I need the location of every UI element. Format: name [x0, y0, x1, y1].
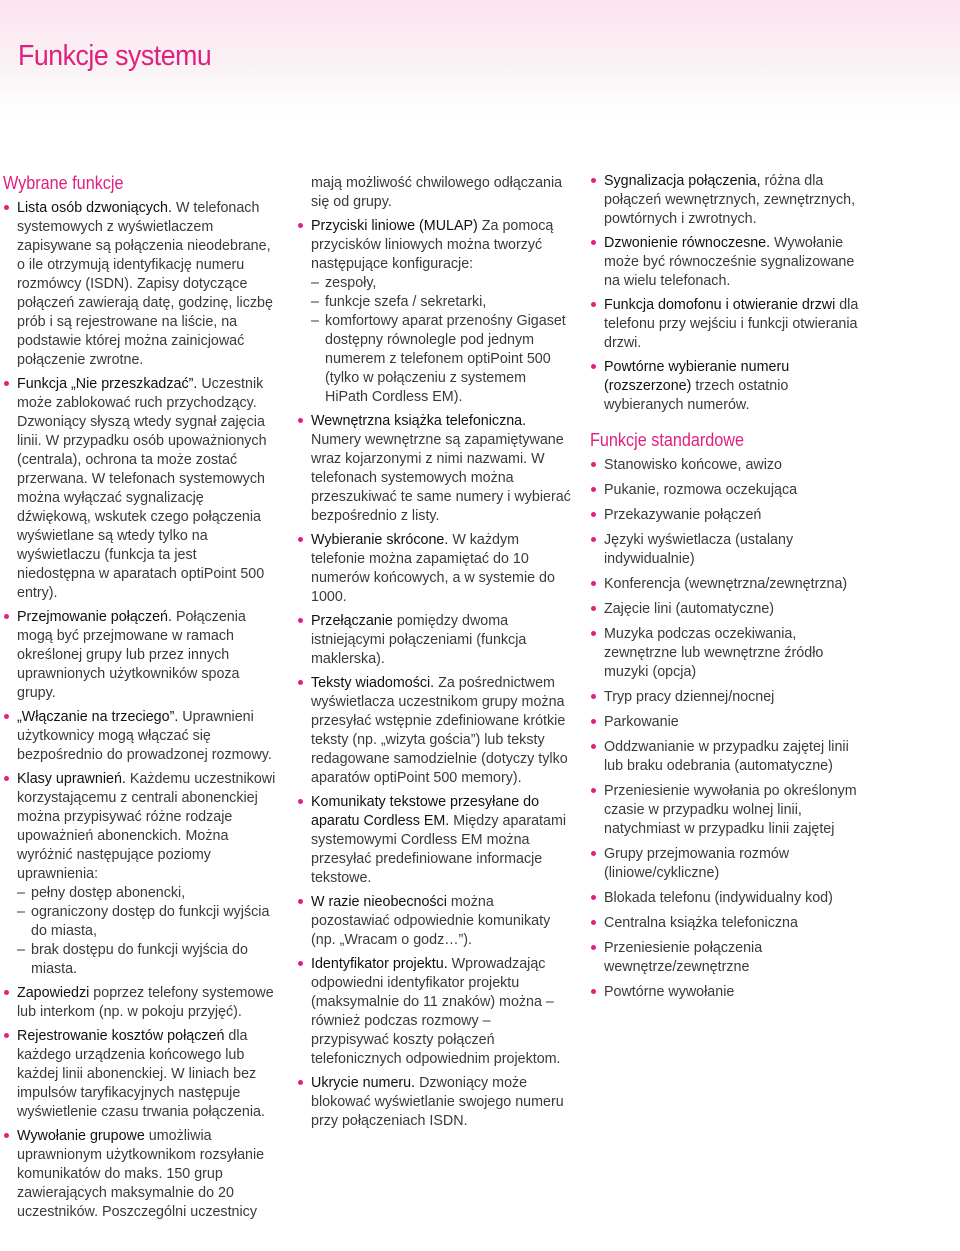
feature-term: Ukrycie numeru.	[311, 1075, 416, 1091]
standard-feature-label: Powtórne wywołanie	[604, 984, 735, 1000]
bullet-icon	[4, 1133, 9, 1138]
list-item	[3, 375, 278, 603]
list-item	[590, 172, 864, 229]
standard-feature-label: Muzyka podczas oczekiwania, zewnętrzne lub wewnętrzne źródło muzyki (opcja)	[604, 626, 824, 680]
standard-feature-label: Konferencja (wewnętrzna/zewnętrzna)	[604, 576, 848, 592]
column-middle	[297, 174, 571, 1136]
feature-desc: umożliwia uprawnionym użytkownikom rozsyłanie komunikatów do maks. 150 grup zawierających maksymalnie do 20 uczestników. Poszczególni uczestnicy	[17, 1128, 265, 1220]
feature-term: W razie nieobecności	[311, 894, 447, 910]
standard-feature-label: Języki wyświetlacza (ustalany indywidualnie)	[604, 532, 794, 567]
list-item	[590, 234, 864, 291]
list-item	[590, 688, 864, 707]
list-item	[590, 481, 864, 500]
bullet-icon	[591, 302, 596, 307]
bullet-icon	[298, 418, 303, 423]
feature-term: Klasy uprawnień.	[17, 771, 126, 787]
feature-desc: trzech ostatnio wybieranych numerów.	[604, 378, 789, 413]
bullet-icon	[591, 945, 596, 950]
sub-list	[17, 884, 278, 979]
feature-desc: Wywołanie może być równocześnie sygnalizowane na wielu telefonach.	[604, 235, 855, 289]
standard-feature-label: Przeniesienie połączenia wewnętrze/zewnętrzne	[604, 940, 763, 975]
standard-feature-label: Oddzwanianie w przypadku zajętej linii lub braku odebrania (automatyczne)	[604, 739, 849, 774]
feature-list-middle	[297, 174, 571, 1131]
standard-feature-label: Centralna książka telefoniczna	[604, 915, 798, 931]
feature-desc: Połączenia mogą być przejmowane w ramach określonej grupy lub przez innych uprawnionych użytkowników spoza grupy.	[17, 609, 246, 701]
list-item	[297, 793, 571, 888]
bullet-icon	[591, 920, 596, 925]
bullet-icon	[4, 990, 9, 995]
bullet-icon	[298, 680, 303, 685]
sub-list-item: – brak dostępu do funkcji wyjścia do miasta.	[17, 941, 278, 979]
bullet-icon	[591, 240, 596, 245]
standard-feature-label: Zajęcie lini (automatyczne)	[604, 601, 775, 617]
feature-term: Wewnętrzna książka telefoniczna.	[311, 413, 527, 429]
bullet-icon	[591, 744, 596, 749]
standard-feature-label: Parkowanie	[604, 714, 679, 730]
list-item	[297, 893, 571, 950]
standard-feature-label: Stanowisko końcowe, awizo	[604, 457, 783, 473]
list-item	[590, 782, 864, 839]
bullet-icon	[4, 614, 9, 619]
feature-desc: Za pośrednictwem wyświetlacza uczestnikom grupy można przesyłać wstępnie zdefiniowane krótkie teksty (np. „wizyta gościa”) lub teksty redagowane samodzielnie (dotyczy tylko aparatów optiPoint 500 memory).	[311, 675, 568, 786]
feature-term: Wywołanie grupowe	[17, 1128, 145, 1144]
list-item	[590, 456, 864, 475]
feature-desc: mają możliwość chwilowego odłączania się od grupy.	[311, 175, 563, 210]
feature-term: Lista osób dzwoniących.	[17, 200, 172, 216]
bullet-icon	[298, 799, 303, 804]
bullet-icon	[591, 989, 596, 994]
standard-feature-label: Przekazywanie połączeń	[604, 507, 762, 523]
list-item	[590, 889, 864, 908]
list-item	[297, 674, 571, 788]
bullet-icon	[591, 364, 596, 369]
bullet-icon	[298, 223, 303, 228]
feature-term: Przełączanie	[311, 613, 393, 629]
feature-term: Przejmowanie połączeń.	[17, 609, 172, 625]
bullet-icon	[591, 537, 596, 542]
list-item	[297, 1074, 571, 1131]
list-item	[3, 770, 278, 979]
list-item	[590, 625, 864, 682]
feature-list-right	[590, 172, 864, 415]
list-item	[590, 506, 864, 525]
bullet-icon	[4, 776, 9, 781]
list-item	[297, 531, 571, 607]
feature-desc: Uprawnieni użytkownicy mogą włączać się bezpośrednio do prowadzonej rozmowy.	[17, 709, 272, 763]
section-heading-selected-functions: Wybrane funkcje	[3, 173, 124, 193]
bullet-icon	[4, 714, 9, 719]
sub-list-item: – funkcje szefa / sekretarki,	[311, 293, 571, 312]
bullet-icon	[591, 487, 596, 492]
bullet-icon	[298, 537, 303, 542]
list-item	[590, 600, 864, 619]
feature-desc: W telefonach systemowych z wyświetlaczem zapisywane są połączenia nieodebrane, o ile otrzymują identyfikację numeru rozmówcy (ISDN). Zapisy dotyczące połączeń zawierają datę, godzinę, liczbę prób i są rejestrowane na liście, na podstawie której można zainicjować połączenie zwrotne.	[17, 200, 273, 368]
list-item-continuation	[297, 174, 571, 212]
bullet-icon	[591, 462, 596, 467]
list-item	[590, 914, 864, 933]
feature-desc: Między aparatami systemowymi Cordless EM można przesyłać predefiniowane informacje tekstowe.	[311, 813, 567, 886]
column-left	[3, 172, 278, 1227]
list-item	[3, 608, 278, 703]
list-item	[3, 1127, 278, 1222]
standard-feature-label: Pukanie, rozmowa oczekująca	[604, 482, 798, 498]
list-item	[297, 217, 571, 407]
feature-term: Teksty wiadomości.	[311, 675, 435, 691]
list-item	[590, 738, 864, 776]
standard-feature-label: Blokada telefonu (indywidualny kod)	[604, 890, 833, 906]
list-item	[3, 1027, 278, 1122]
feature-list-left	[3, 199, 278, 1222]
feature-desc: dla każdego urządzenia końcowego lub każdej linii abonenckiej. W liniach bez impulsów taryfikacyjnych następuje wyświetlenie czasu trwania połączenia.	[17, 1028, 265, 1120]
feature-term: Przyciski liniowe (MULAP)	[311, 218, 478, 234]
bullet-icon	[591, 606, 596, 611]
list-item	[3, 199, 278, 370]
sub-list	[311, 274, 571, 407]
bullet-icon	[591, 512, 596, 517]
sub-list-item: – zespoły,	[311, 274, 571, 293]
list-item	[297, 955, 571, 1069]
bullet-icon	[4, 205, 9, 210]
bullet-icon	[298, 961, 303, 966]
feature-term: Funkcja domofonu i otwieranie drzwi	[604, 297, 836, 313]
feature-term: Funkcja „Nie przeszkadzać”.	[17, 376, 198, 392]
feature-term: Wybieranie skrócone.	[311, 532, 449, 548]
sub-list-item: – pełny dostęp abonencki,	[17, 884, 278, 903]
standard-feature-label: Przeniesienie wywołania po określonym czasie w przypadku wolnej linii, natychmiast w przypadku linii zajętej	[604, 783, 857, 837]
list-item	[3, 984, 278, 1022]
feature-term: Sygnalizacja połączenia,	[604, 173, 761, 189]
bullet-icon	[591, 581, 596, 586]
feature-desc: Każdemu uczestnikowi korzystającemu z centrali abonenckiej można przypisywać różne rodzaje upoważnień abonenckich. Można wyróżnić następujące poziomy uprawnienia:	[17, 771, 276, 882]
list-item	[590, 575, 864, 594]
feature-desc: można pozostawiać odpowiednie komunikaty (np. „Wracam o godz…”).	[311, 894, 551, 948]
bullet-icon	[591, 788, 596, 793]
bullet-icon	[4, 1033, 9, 1038]
sub-list-item: – komfortowy aparat przenośny Gigaset dostępny równolegle pod jednym numerem z telefonem optiPoint 500 (tylko w połączeniu z systemem HiPath Cordless EM).	[311, 312, 571, 407]
feature-term: „Włączanie na trzeciego”.	[17, 709, 179, 725]
sub-list-item: – ograniczony dostęp do funkcji wyjścia do miasta,	[17, 903, 278, 941]
feature-desc: Dzwoniący może blokować wyświetlanie swojego numeru przy połączeniach ISDN.	[311, 1075, 564, 1129]
bullet-icon	[591, 895, 596, 900]
column-right	[590, 172, 864, 1008]
bullet-icon	[591, 178, 596, 183]
list-item	[297, 612, 571, 669]
bullet-icon	[591, 694, 596, 699]
page-title: Funkcje systemu	[18, 40, 212, 72]
feature-desc: W każdym telefonie można zapamiętać do 10 numerów końcowych, a w systemie do 1000.	[311, 532, 555, 605]
feature-desc: poprzez telefony systemowe lub interkom (np. w pokoju przyjęć).	[17, 985, 274, 1020]
bullet-icon	[298, 899, 303, 904]
bullet-icon	[4, 381, 9, 386]
list-item	[590, 296, 864, 353]
standard-feature-label: Tryp pracy dziennej/nocnej	[604, 689, 775, 705]
bullet-icon	[591, 719, 596, 724]
feature-desc: Za pomocą przycisków liniowych można tworzyć następujące konfiguracje:	[311, 218, 554, 272]
feature-term: Dzwonienie równoczesne.	[604, 235, 771, 251]
bullet-icon	[298, 618, 303, 623]
feature-term: Identyfikator projektu.	[311, 956, 448, 972]
list-item	[590, 845, 864, 883]
feature-desc: Numery wewnętrzne są zapamiętywane wraz kojarzonymi z nimi nazwami. W telefonach systemowych można przeszukiwać te same numery i wybierać bezpośrednio z listy.	[311, 432, 571, 524]
feature-desc: Uczestnik może zablokować ruch przychodzący. Dzwoniący słyszą wtedy sygnał zajęcia linii. W przypadku osób upoważnionych (centrala), ochrona ta może zostać przerwana. W telefonach systemowych można wyłączać sygnalizację dźwiękową, wskutek czego połączenia wyświetlane są wtedy tylko na wyświetlaczu (funkcja ta jest niedostępna w aparatach optiPoint 500 entry).	[17, 376, 267, 601]
bullet-icon	[591, 851, 596, 856]
feature-desc: różna dla połączeń wewnętrznych, zewnętrznych, powtórnych i zwrotnych.	[604, 173, 856, 227]
bullet-icon	[591, 631, 596, 636]
list-item	[590, 939, 864, 977]
list-item	[3, 708, 278, 765]
list-item	[590, 531, 864, 569]
standard-features-list	[590, 456, 864, 1002]
list-item	[297, 412, 571, 526]
list-item	[590, 358, 864, 415]
feature-desc: dla telefonu przy wejściu i funkcji otwierania drzwi.	[604, 297, 859, 351]
list-item	[590, 713, 864, 732]
section-heading-standard-functions: Funkcje standardowe	[590, 430, 744, 450]
bullet-icon	[298, 1080, 303, 1085]
feature-term: Zapowiedzi	[17, 985, 90, 1001]
standard-feature-label: Grupy przejmowania rozmów (liniowe/cykliczne)	[604, 846, 790, 881]
feature-desc: Wprowadzając odpowiedni identyfikator projektu (maksymalnie do 11 znaków) można – również podczas rozmowy – przypisywać koszty połączeń telefonicznych odpowiednim projektom.	[311, 956, 561, 1067]
feature-desc: pomiędzy dwoma istniejącymi połączeniami (funkcja maklerska).	[311, 613, 527, 667]
feature-term: Powtórne wybieranie numeru (rozszerzone)	[604, 359, 790, 394]
list-item	[590, 983, 864, 1002]
feature-term: Komunikaty tekstowe przesyłane do aparatu Cordless EM.	[311, 794, 540, 829]
feature-term: Rejestrowanie kosztów połączeń	[17, 1028, 225, 1044]
